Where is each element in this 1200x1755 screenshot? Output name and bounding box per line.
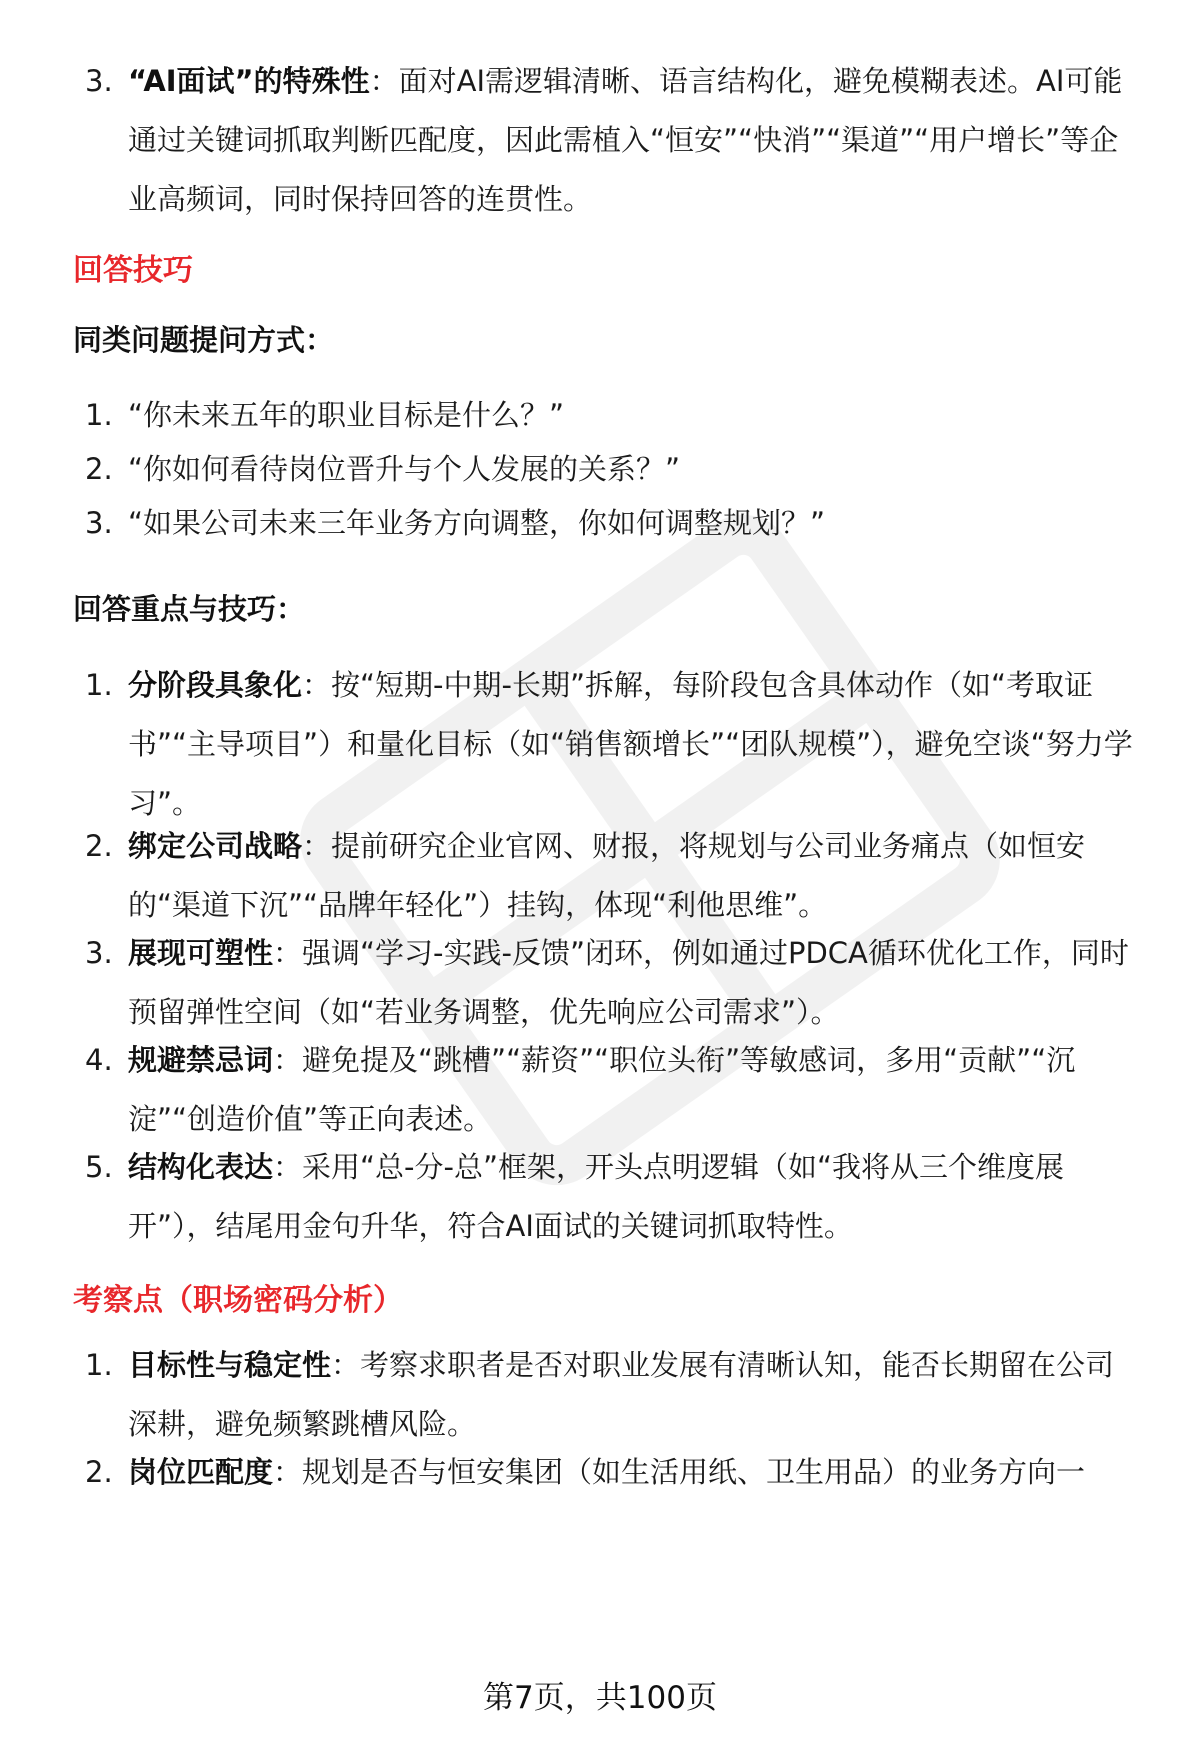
tip-number: 5. (85, 1150, 113, 1184)
list-item-body (128, 52, 1136, 229)
tip-item (73, 1138, 1143, 1258)
point-title: 目标性与稳定性 (128, 1348, 332, 1382)
tip-text: ：强调“学习-实践-反馈”闭环，例如通过PDCA循环优化工作，同时预留弹性空间（如“若业务调整，优先响应公司需求”）。 (128, 936, 1129, 1029)
point-title: 岗位匹配度 (128, 1455, 274, 1489)
tip-item (73, 656, 1143, 836)
question-text: “你未来五年的职业目标是什么？” (128, 398, 565, 432)
question-number: 3. (85, 506, 113, 540)
question-item (73, 440, 1143, 500)
tip-item (73, 1031, 1143, 1151)
question-number: 2. (85, 452, 113, 486)
tip-text: ：采用“总-分-总”框架，开头点明逻辑（如“我将从三个维度展开”），结尾用金句升华，符合AI面试的关键词抓取特性。 (128, 1150, 1065, 1243)
tip-title: 规避禁忌词 (128, 1043, 274, 1077)
list-item-number: 3. (85, 64, 113, 98)
point-item (73, 1443, 1143, 1503)
list-item-text: ：面对AI需逻辑清晰、语言结构化，避免模糊表述。AI可能通过关键词抓取判断匹配度，因此需植入“恒安”“快消”“渠道”“用户增长”等企业高频词，同时保持回答的连贯性。 (128, 64, 1123, 216)
tip-number: 1. (85, 668, 113, 702)
tips-heading: 回答重点与技巧： (73, 592, 306, 626)
tip-number: 2. (85, 829, 113, 863)
question-item (73, 386, 1143, 446)
point-text: ：考察求职者是否对职业发展有清晰认知，能否长期留在公司深耕，避免频繁跳槽风险。 (128, 1348, 1115, 1441)
section-heading-points: 考察点（职场密码分析） (73, 1283, 403, 1318)
tip-title: 结构化表达 (128, 1150, 274, 1184)
tip-title: 展现可塑性 (128, 936, 274, 970)
list-item-title: “AI面试”的特殊性 (128, 64, 370, 98)
question-text: “你如何看待岗位晋升与个人发展的关系？” (128, 452, 681, 486)
tip-title: 分阶段具象化 (128, 668, 303, 702)
tip-text: ：提前研究企业官网、财报，将规划与公司业务痛点（如恒安的“渠道下沉”“品牌年轻化”）挂钩，体现“利他思维”。 (128, 829, 1086, 922)
tip-text: ：避免提及“跳槽”“薪资”“职位头衔”等敏感词，多用“贡献”“沉淀”“创造价值”等正向表述。 (128, 1043, 1076, 1136)
tip-body (128, 817, 1136, 935)
tip-number: 3. (85, 936, 113, 970)
question-item (73, 494, 1143, 554)
page-number-footer: 第7页，共100页 (483, 1680, 717, 1716)
point-text: ：规划是否与恒安集团（如生活用纸、卫生用品）的业务方向一 (273, 1455, 1086, 1489)
list-item (73, 52, 1143, 232)
tip-body (128, 1138, 1136, 1256)
tip-item (73, 924, 1143, 1044)
point-body (128, 1443, 1136, 1502)
tip-body (128, 656, 1136, 833)
question-text: “如果公司未来三年业务方向调整，你如何调整规划？” (128, 506, 826, 540)
tip-number: 4. (85, 1043, 113, 1077)
tip-body (128, 1031, 1136, 1149)
tip-text: ：按“短期-中期-长期”拆解，每阶段包含具体动作（如“考取证书”“主导项目”）和量化目标（如“销售额增长”“团队规模”），避免空谈“努力学习”。 (128, 668, 1133, 820)
point-body (128, 1336, 1136, 1454)
point-number: 1. (85, 1348, 113, 1382)
section-heading-skills: 回答技巧 (73, 253, 193, 288)
point-number: 2. (85, 1455, 113, 1489)
tip-item (73, 817, 1143, 937)
tip-title: 绑定公司战略 (128, 829, 303, 863)
similar-questions-heading: 同类问题提问方式： (73, 323, 335, 357)
point-item (73, 1336, 1143, 1456)
question-number: 1. (85, 398, 113, 432)
tip-body (128, 924, 1136, 1042)
